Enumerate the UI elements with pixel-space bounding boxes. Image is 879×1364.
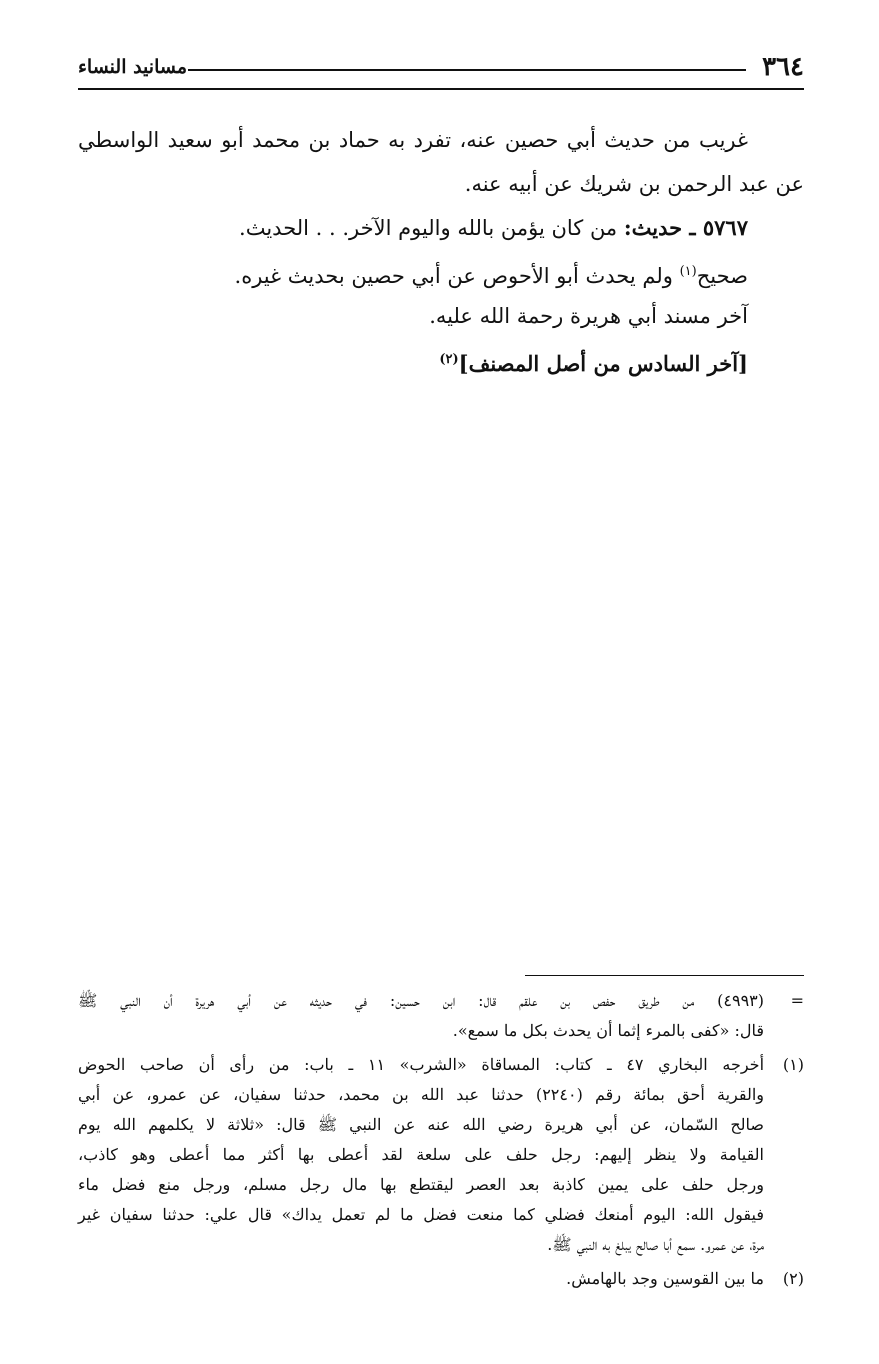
footnote-line: فيقول الله: اليوم أمنعك فضلي كما منعت فضل ما لم تعمل يداك» قال علي: حدثنا سفيان غير — [78, 1205, 764, 1224]
footnote-2 — [78, 1264, 804, 1294]
footnote-line: القيامة ولا ينظر إليهم: رجل حلف على سلعة لقد أعطى بها أكثر مما أعطى وهو كاذب، — [78, 1145, 765, 1164]
footnote-line: ما بين القوسين وجد بالهامش. — [566, 1269, 764, 1288]
end-sixth-text: [آخر السادس من أصل المصنف] — [458, 351, 748, 376]
footnote-line: قال: «كفى بالمرء إثما أن يحدث بكل ما سمع». — [452, 1021, 764, 1040]
hadith-text: من كان يؤمن بالله واليوم الآخر. . . الحديث. — [239, 216, 618, 240]
sahih-word: صحيح — [696, 264, 748, 288]
hadith-entry — [78, 206, 804, 250]
page-number: ٣٦٤ — [762, 52, 804, 82]
footnote-line: صالح السّمان، عن أبي هريرة رضي الله عنه عن النبي ﷺ قال: «ثلاثة لا يكلمهم الله يوم — [78, 1115, 764, 1134]
footnote-line: مرة، عن عمرو. سمع أبا صالح يبلغ به النبي ﷺ. — [547, 1235, 764, 1254]
footnote-marker: (٢) — [782, 1269, 804, 1288]
footnote-body — [78, 1050, 764, 1260]
sahih-line — [78, 250, 804, 294]
text-line: غريب من حديث أبي حصين عنه، تفرد به حماد بن محمد أبو سعيد الواسطي — [78, 128, 748, 152]
main-text — [78, 118, 804, 382]
footnote-marker: (١) — [782, 1055, 804, 1074]
running-title: مسانيد النساء — [78, 56, 187, 78]
footnote-body — [78, 986, 764, 1046]
text-line: عن عبد الرحمن بن شريك عن أبيه عنه. — [464, 172, 804, 196]
footnote-line: أخرجه البخاري ٤٧ ـ كتاب: المساقاة «الشرب» ١١ ـ باب: من رأى أن صاحب الحوض — [78, 1055, 765, 1074]
header-rule — [78, 88, 804, 90]
footnotes — [78, 986, 804, 1298]
footnote-line: والقرية أحق بمائة رقم (٢٢٤٠) حدثنا عبد الله بن محمد، حدثنا سفيان، عن عمرو، عن أبي — [78, 1085, 764, 1104]
end-sixth-line — [78, 338, 804, 382]
footnote-line: ورجل حلف على يمين كاذبة بعد العصر ليقتطع بها مال رجل مسلم، ورجل منع فضل ماء — [78, 1175, 764, 1194]
footnote-body — [78, 1264, 764, 1294]
footnote-rule — [525, 975, 804, 976]
footnote-continued — [78, 986, 804, 1046]
footnote-1 — [78, 1050, 804, 1260]
hadith-number: ٥٧٦٧ ـ حديث: — [623, 215, 748, 240]
footnote-ref[interactable]: (١) — [679, 264, 697, 279]
footnote-ref[interactable]: (٢) — [439, 352, 459, 367]
page-header — [78, 50, 804, 90]
end-musnad-line: آخر مسند أبي هريرة رحمة الله عليه. — [429, 304, 748, 328]
header-divider — [188, 69, 746, 71]
footnote-line: (٤٩٩٣) من طريق حفص بن علقم قال: ابن حسين: في حديثه عن أبي هريرة أن النبي ﷺ — [78, 991, 764, 1010]
footnote-marker: = — [790, 991, 804, 1010]
sahih-rest: ولم يحدث أبو الأحوص عن أبي حصين بحديث غيره. — [234, 264, 673, 288]
